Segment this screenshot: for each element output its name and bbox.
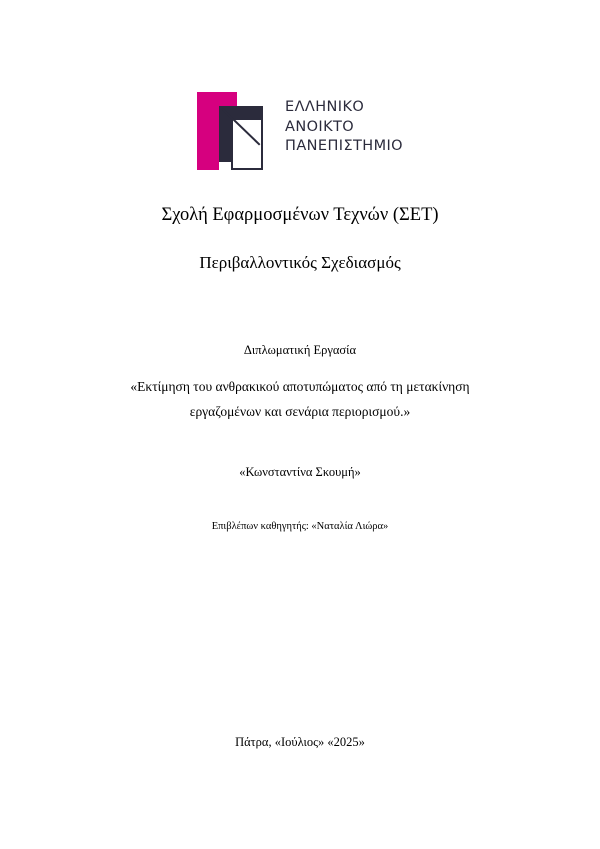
thesis-title-line-1: «Εκτίμηση του ανθρακικού αποτυπώματος από τη μετακίνηση bbox=[130, 379, 470, 394]
thesis-title-line-2: εργαζομένων και σενάρια περιορισμού.» bbox=[189, 403, 411, 419]
logo-text-line-3: ΠΑΝΕΠΙΣΤΗΜΙΟ bbox=[285, 138, 403, 155]
logo-text-line-2: ΑΝΟΙΚΤΟ bbox=[285, 118, 355, 135]
school-name: Σχολή Εφαρμοσμένων Τεχνών (ΣΕΤ) bbox=[161, 205, 439, 225]
program-name: Περιβαλλοντικός Σχεδιασμός bbox=[199, 253, 401, 272]
author-name: «Κωνσταντίνα Σκουμή» bbox=[239, 465, 361, 479]
place-and-date: Πάτρα, «Ιούλιος» «2025» bbox=[235, 735, 365, 749]
hou-open-book-mark-icon bbox=[197, 92, 275, 170]
logo-group bbox=[197, 92, 403, 170]
document-type: Διπλωματική Εργασία bbox=[243, 343, 357, 357]
supervisor-name: Επιβλέπων καθηγητής: «Ναταλία Λιώρα» bbox=[211, 521, 389, 532]
university-logo bbox=[0, 92, 600, 170]
logo-text bbox=[285, 92, 403, 157]
logo-text-line-1: ΕΛΛΗΝΙΚΟ bbox=[285, 99, 365, 115]
thesis-title bbox=[70, 375, 530, 425]
